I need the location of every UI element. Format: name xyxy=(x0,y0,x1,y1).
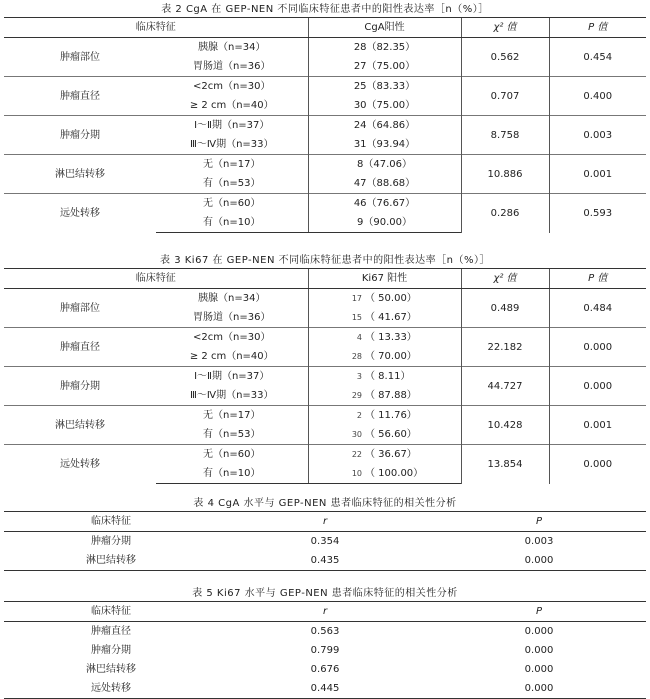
table-row xyxy=(4,194,646,214)
t2-sub: <2cm（n=30） xyxy=(156,77,308,97)
table-row xyxy=(4,289,646,309)
t4-header-p: P xyxy=(432,512,646,532)
t2-sub: 无（n=17） xyxy=(156,155,308,175)
table-row xyxy=(4,660,646,679)
t2-sub: 有（n=10） xyxy=(156,213,308,233)
t3-val xyxy=(308,308,461,328)
t3-count: 28 xyxy=(351,352,362,361)
t4-r: 0.354 xyxy=(310,536,340,547)
t5-feature: 肿瘤直径 xyxy=(91,626,131,637)
table4 xyxy=(4,511,646,571)
t3-val xyxy=(308,464,461,484)
t3-header-feature: 临床特征 xyxy=(4,269,308,289)
t3-header-p: P 值 xyxy=(549,269,646,289)
t3-val xyxy=(308,328,461,348)
t3-p: 0.484 xyxy=(549,289,646,328)
t5-p: 0.000 xyxy=(524,664,554,675)
t3-val xyxy=(308,445,461,465)
t4-header-r: r xyxy=(218,512,432,532)
table-row xyxy=(4,38,646,58)
t2-sub: ≥ 2 cm（n=40） xyxy=(189,100,274,111)
t3-feature: 肿瘤直径 xyxy=(4,328,156,367)
t2-p: 0.593 xyxy=(549,194,646,233)
t3-p: 0.000 xyxy=(549,328,646,367)
t5-p: 0.000 xyxy=(524,645,554,656)
t5-feature: 远处转移 xyxy=(4,679,218,699)
t5-header-p: P xyxy=(432,602,646,622)
t4-header-feature: 临床特征 xyxy=(4,512,218,532)
t3-chi: 13.854 xyxy=(461,445,549,484)
t5-header-feature: 临床特征 xyxy=(4,602,218,622)
t3-sub: Ⅲ～Ⅳ期（n=33） xyxy=(189,390,274,401)
t2-val: 28（82.35） xyxy=(308,38,461,58)
t3-sub: 有（n=10） xyxy=(156,464,308,484)
t3-sub: 胰腺（n=34） xyxy=(198,293,266,304)
table4-caption: 表 4 CgA 水平与 GEP-NEN 患者临床特征的相关性分析 xyxy=(193,498,457,509)
t3-sub: 无（n=60） xyxy=(156,445,308,465)
t2-val: 24（64.86） xyxy=(308,116,461,136)
table-row xyxy=(4,155,646,175)
t3-count: 3 xyxy=(356,372,362,381)
table-row xyxy=(4,532,646,552)
t2-sub: 胃肠道（n=36） xyxy=(193,61,271,72)
t5-r: 0.445 xyxy=(218,679,432,699)
t2-val: 8（47.06） xyxy=(308,155,461,175)
table-row xyxy=(4,622,646,642)
t3-val xyxy=(308,425,461,445)
t3-count: 15 xyxy=(351,313,362,322)
t2-sub: Ⅲ～Ⅳ期（n=33） xyxy=(189,139,274,150)
t2-sub: 胰腺（n=34） xyxy=(198,42,266,53)
t2-sub: 有（n=53） xyxy=(203,178,261,189)
t2-p: 0.003 xyxy=(549,116,646,155)
t2-p: 0.001 xyxy=(549,155,646,194)
t3-pct: （ 36.67） xyxy=(365,449,417,460)
t2-sub: Ⅰ～Ⅱ期（n=37） xyxy=(156,116,308,136)
t3-val xyxy=(308,367,461,387)
table3 xyxy=(4,268,646,484)
t4-r: 0.435 xyxy=(218,551,432,571)
t3-val xyxy=(308,406,461,426)
t4-feature: 淋巴结转移 xyxy=(4,551,218,571)
t3-pct: （ 41.67） xyxy=(365,312,417,323)
t2-val: 25（83.33） xyxy=(308,77,461,97)
t2-header-feature: 临床特征 xyxy=(4,18,308,38)
t5-r: 0.676 xyxy=(310,664,340,675)
t3-pct: （ 87.88） xyxy=(365,390,417,401)
table-row xyxy=(4,679,646,699)
t3-feature: 淋巴结转移 xyxy=(4,406,156,445)
t3-pct: （ 8.11） xyxy=(365,371,411,382)
t2-chi: 10.886 xyxy=(461,155,549,194)
table-row xyxy=(4,406,646,426)
t5-p: 0.000 xyxy=(524,626,554,637)
t2-header-pos: CgA阳性 xyxy=(308,18,461,38)
t5-p: 0.000 xyxy=(432,679,646,699)
t2-feature: 肿瘤分期 xyxy=(4,116,156,155)
t3-feature: 肿瘤部位 xyxy=(60,302,100,314)
t3-count: 30 xyxy=(351,430,362,439)
t2-sub: 无（n=60） xyxy=(156,194,308,214)
t3-chi: 10.428 xyxy=(461,406,549,445)
t2-feature: 肿瘤部位 xyxy=(60,51,100,63)
t2-chi: 0.562 xyxy=(461,38,549,77)
t4-feature: 肿瘤分期 xyxy=(91,536,131,547)
table-row xyxy=(4,116,646,136)
t3-sub: ≥ 2 cm（n=40） xyxy=(189,351,274,362)
t3-pct: （ 50.00） xyxy=(365,293,417,304)
table3-caption: 表 3 Ki67 在 GEP-NEN 不同临床特征患者中的阳性表达率［n（%）］ xyxy=(160,255,490,266)
table-row xyxy=(4,551,646,571)
t5-feature: 肿瘤分期 xyxy=(91,645,131,656)
t2-val: 30（75.00） xyxy=(308,96,461,116)
t3-p: 0.001 xyxy=(549,406,646,445)
t3-sub: <2cm（n=30） xyxy=(156,328,308,348)
table2-caption: 表 2 CgA 在 GEP-NEN 不同临床特征患者中的阳性表达率［n（%）］ xyxy=(161,4,489,15)
t3-count: 22 xyxy=(351,450,362,459)
t2-val: 47（88.68） xyxy=(308,174,461,194)
t3-val xyxy=(308,289,461,309)
t2-feature: 淋巴结转移 xyxy=(4,155,156,194)
t2-feature: 肿瘤直径 xyxy=(4,77,156,116)
t2-val: 31（93.94） xyxy=(308,135,461,155)
t3-p: 0.000 xyxy=(549,445,646,484)
t3-header-pos: Ki67 阳性 xyxy=(308,269,461,289)
t3-count: 17 xyxy=(351,294,362,303)
table5-caption: 表 5 Ki67 水平与 GEP-NEN 患者临床特征的相关性分析 xyxy=(192,588,458,599)
t5-r: 0.563 xyxy=(310,626,340,637)
t3-count: 2 xyxy=(356,411,362,420)
table-row xyxy=(4,445,646,465)
t3-sub: 胃肠道（n=36） xyxy=(193,312,271,323)
t3-sub: 无（n=17） xyxy=(156,406,308,426)
t3-pct: （ 56.60） xyxy=(365,429,417,440)
t3-feature: 远处转移 xyxy=(4,445,156,484)
t3-val xyxy=(308,386,461,406)
t3-pct: （ 11.76） xyxy=(365,410,417,421)
t2-chi: 8.758 xyxy=(461,116,549,155)
t3-pct: （ 13.33） xyxy=(365,332,417,343)
t3-header-chi: χ² 值 xyxy=(461,269,549,289)
table2 xyxy=(4,17,646,233)
t3-sub: 有（n=53） xyxy=(203,429,261,440)
t3-count: 29 xyxy=(351,391,362,400)
t3-val xyxy=(308,347,461,367)
t2-feature: 远处转移 xyxy=(4,194,156,233)
t3-feature: 肿瘤分期 xyxy=(4,367,156,406)
t2-val: 27（75.00） xyxy=(308,57,461,77)
t3-chi: 22.182 xyxy=(461,328,549,367)
t3-count: 10 xyxy=(351,469,362,478)
table-row xyxy=(4,641,646,660)
t2-chi: 0.286 xyxy=(461,194,549,233)
table-row xyxy=(4,77,646,97)
t3-sub: Ⅰ～Ⅱ期（n=37） xyxy=(156,367,308,387)
table5 xyxy=(4,601,646,699)
t4-p: 0.003 xyxy=(524,536,554,547)
t3-count: 4 xyxy=(356,333,362,342)
t2-header-chi: χ² 值 xyxy=(461,18,549,38)
t5-feature: 淋巴结转移 xyxy=(86,664,136,675)
t2-p: 0.454 xyxy=(549,38,646,77)
table-row xyxy=(4,367,646,387)
t3-pct: （ 70.00） xyxy=(365,351,417,362)
table-row xyxy=(4,328,646,348)
t3-chi: 44.727 xyxy=(461,367,549,406)
t3-pct: （ 100.00） xyxy=(365,468,424,479)
t3-chi: 0.489 xyxy=(461,289,549,328)
t2-header-p: P 值 xyxy=(549,18,646,38)
t2-chi: 0.707 xyxy=(461,77,549,116)
t4-p: 0.000 xyxy=(432,551,646,571)
t2-val: 9（90.00） xyxy=(308,213,461,233)
t2-p: 0.400 xyxy=(549,77,646,116)
t3-p: 0.000 xyxy=(549,367,646,406)
t5-r: 0.799 xyxy=(310,645,340,656)
t2-val: 46（76.67） xyxy=(308,194,461,214)
t5-header-r: r xyxy=(218,602,432,622)
